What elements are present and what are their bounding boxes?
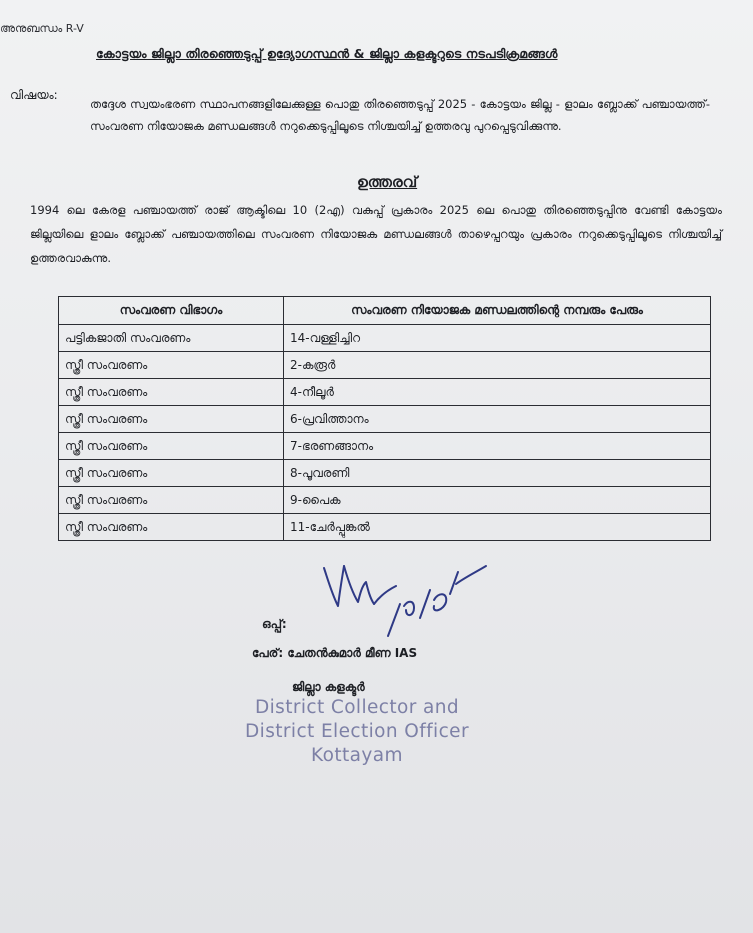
document-heading: കോട്ടയം ജില്ലാ തിരഞ്ഞെടുപ്പ് ഉദ്യോഗസ്ഥൻ & ജില്ലാ കളക്ടറുടെ നടപടിക്രമങ്ങൾ [96,46,558,61]
cell-category: സ്ത്രീ സംവരണം [59,406,284,433]
cell-category: സ്ത്രീ സംവരണം [59,487,284,514]
cell-constituency: 14-വള്ളിച്ചിറ [284,325,711,352]
table-row [59,352,711,379]
official-stamp [222,696,492,768]
cell-category: സ്ത്രീ സംവരണം [59,433,284,460]
cell-constituency: 8-പൂവരണി [284,460,711,487]
cell-constituency: 6-പ്രവിത്താനം [284,406,711,433]
header-constituency: സംവരണ നിയോജക മണ്ഡലത്തിന്റെ നമ്പരും പേരും [284,297,711,325]
table-row [59,433,711,460]
table-row [59,514,711,541]
annex-label: അനുബന്ധം R-V [0,22,84,35]
stamp-line-3: Kottayam [311,745,403,766]
reservation-table [58,296,711,541]
table-row [59,325,711,352]
sign-label: ഒപ്പ്: [262,617,287,631]
table-header-row [59,297,711,325]
table-row [59,379,711,406]
cell-category: സ്ത്രീ സംവരണം [59,379,284,406]
table-row [59,460,711,487]
subject-text: തദ്ദേശ സ്വയംഭരണ സ്ഥാപനങ്ങളിലേക്കുള്ള പൊതു തിരഞ്ഞെടുപ്പ് 2025 - കോട്ടയം ജില്ല - ളാലം ബ്ലോക്ക് പഞ്ചായത്ത്- സംവരണ നിയോജക മണ്ഡലങ്ങൾ നറുക്കെടുപ്പിലൂടെ നിശ്ചയിച്ച് ഉത്തരവു പുറപ്പെടുവിക്കുന്നു. [90,97,710,133]
cell-constituency: 11-ചേർപ്പുങ്കൽ [284,514,711,541]
table-row [59,487,711,514]
handwritten-signature [318,560,498,640]
cell-category: സ്ത്രീ സംവരണം [59,460,284,487]
stamp-line-2: District Election Officer [245,721,469,742]
subject-label: വിഷയം: [10,88,58,102]
header-category: സംവരണ വിഭാഗം [59,297,284,325]
signatory-designation: ജില്ലാ കളക്ടർ [292,680,365,694]
cell-constituency: 7-ഭരണങ്ങാനം [284,433,711,460]
order-title: ഉത്തരവ് [357,173,418,191]
cell-category: സ്ത്രീ സംവരണം [59,352,284,379]
cell-constituency: 9-പൈക [284,487,711,514]
cell-category: പട്ടികജാതി സംവരണം [59,325,284,352]
stamp-line-1: District Collector and [254,697,460,718]
order-body: 1994 ലെ കേരള പഞ്ചായത്ത് രാജ് ആക്ടിലെ 10 (2എ) വകുപ്പ് പ്രകാരം 2025 ലെ പൊതു തിരഞ്ഞെടുപ്പിനു വേണ്ടി കോട്ടയം ജില്ലയിലെ ളാലം ബ്ലോക്ക് പഞ്ചായത്തിലെ സംവരണ നിയോജക മണ്ഡലങ്ങൾ താഴെപ്പറയും പ്രകാരം നറുക്കെടുപ്പിലൂടെ നിശ്ചയിച്ച് ഉത്തരവാകുന്നു. [30,203,722,265]
signatory-name: പേര്: ചേതൻകുമാർ മീണ IAS [252,646,418,660]
cell-constituency: 4-നീലൂർ [284,379,711,406]
cell-constituency: 2-കരൂർ [284,352,711,379]
cell-category: സ്ത്രീ സംവരണം [59,514,284,541]
table-row [59,406,711,433]
